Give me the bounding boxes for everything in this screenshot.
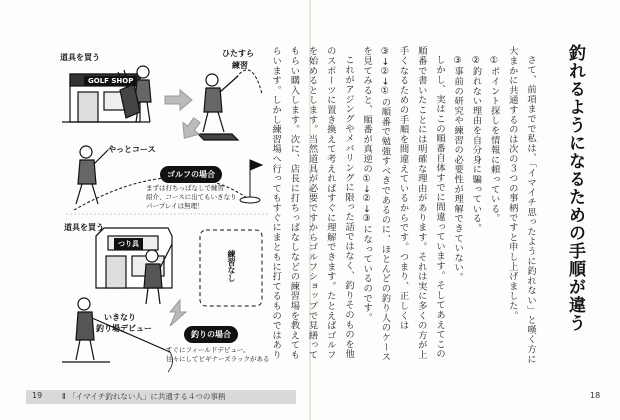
label-finally-course: やっとコース <box>108 145 156 154</box>
label-buy-gear-fishing: 道具を買う <box>64 223 104 232</box>
fish-case-note: すぐにフィールドデビュー。 往々にしてビギナーズラックがある <box>166 346 270 363</box>
running-head: Ⅱ 「イマイチ釣れない人」に共通する４つの事柄 <box>62 392 226 401</box>
paragraph: しかし、実はこの順番自体すでに間違っています。そしてあえてこの順番で書いたことには明確な理由があります。それは実に多くの方が上手くなるための手順を間違えているからです。つまり、正しくは③→②→①の順番で勉強すべきであるのに、ほとんどの釣り人のケースを見てみると、順番が真逆の①→②→③になっているのです。 <box>361 46 445 362</box>
paragraph: ①ポイント探しを情報に頼っている。 <box>488 55 500 224</box>
arrow-icon <box>170 300 186 326</box>
label-practice-line2: 練習 <box>232 61 248 70</box>
tackle-shop-sign: つり具 <box>114 238 143 250</box>
section-heading: 釣れるようになるための手順が違う <box>565 44 585 332</box>
paragraph: これがアジングやメバリングに限った話ではなく、釣りそのものを他のスポーツに置き換えて考えればすぐに理解できます。たとえばゴルフを始めるとします。当然道具が必要ですからゴルフショップで見繕ってもらい購入します。次に、店長に打ちっぱなしなどの練習場を教えてもらいます。しかし練習場へ行ってもすぐにまともに打てるものではあり <box>270 46 354 360</box>
paragraph: ③事前の研究や練習の必要性が理解できていない。 <box>452 55 464 283</box>
paragraph: ②釣れない理由を自分身に騙っている。 <box>470 55 482 234</box>
body-text <box>270 46 539 366</box>
label-no-practice: 練習なし <box>227 250 236 282</box>
fish-case-badge: 釣りの場合 <box>184 326 238 343</box>
golf-case-badge: ゴルフの場合 <box>160 166 222 183</box>
angler-fishing-icon <box>62 298 173 372</box>
label-buy-gear: 道具を買う <box>60 53 100 62</box>
practicing-golfer-icon <box>198 74 238 140</box>
label-practice-line1: ひたすら <box>222 49 254 58</box>
label-sudden-line2: 釣り場デビュー <box>96 324 152 333</box>
golf-case-note: まずは打ちっぱなしで練習 紹介、コースに出てもいきなり パープレイは無理！ <box>146 184 237 210</box>
golf-shop-sign: GOLF SHOP <box>84 76 137 86</box>
flag-icon <box>240 160 262 203</box>
arrow-icon <box>176 114 205 143</box>
page-number-left: 19 <box>32 391 43 400</box>
arrow-icon <box>165 90 192 110</box>
paragraph: さて、前項までで私は、「イマイチ思ったように釣れない」と嘆く方に大まかに共通するのは次の３つの事柄ですと申し上げました。 <box>506 46 536 365</box>
ball-trajectory <box>236 70 262 94</box>
label-sudden-line1: いきなり <box>104 313 136 322</box>
page-number-right: 18 <box>590 391 601 400</box>
